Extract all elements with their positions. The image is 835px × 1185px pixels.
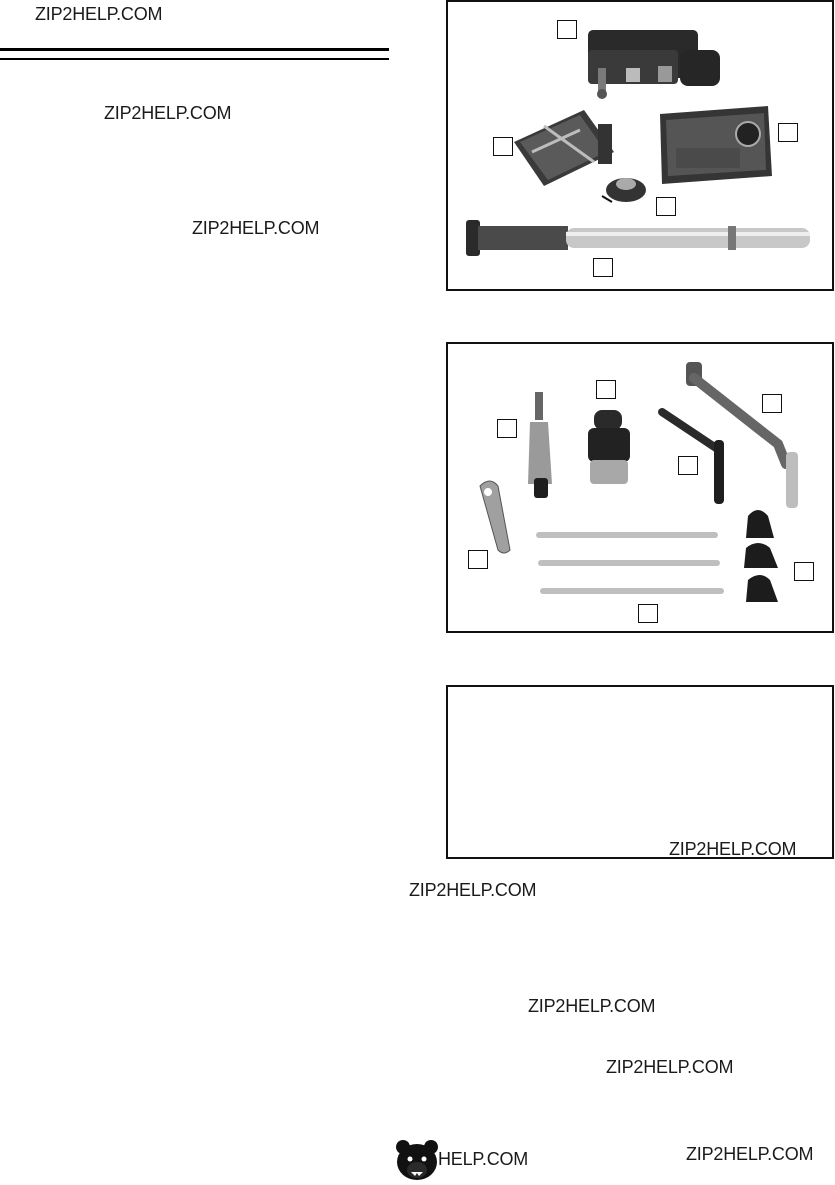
callout-box — [593, 258, 613, 277]
note-box — [446, 685, 834, 859]
drill-base — [660, 106, 772, 184]
handle-rods — [536, 532, 724, 594]
headstock-assembly — [588, 30, 720, 99]
callout-box — [656, 197, 676, 216]
callout-box — [778, 123, 798, 142]
callout-box — [596, 380, 616, 399]
watermark-text: HELP.COM — [438, 1149, 529, 1169]
watermark-text: ZIP2HELP.COM — [528, 996, 656, 1016]
drill-column — [466, 220, 810, 256]
callout-box — [762, 394, 782, 413]
callout-box — [638, 604, 658, 623]
section-rule-bottom — [0, 58, 389, 60]
callout-box — [497, 419, 517, 438]
callout-box — [468, 550, 488, 569]
callout-box — [678, 456, 698, 475]
callout-box — [557, 20, 577, 39]
figure-main-components — [446, 0, 834, 291]
figure-small-components — [446, 342, 834, 633]
drill-chuck — [588, 410, 630, 484]
drill-table — [514, 110, 614, 186]
callout-box — [493, 137, 513, 156]
watermark-text: ZIP2HELP.COM — [669, 839, 797, 859]
drift-key — [480, 481, 510, 553]
table-bracket — [602, 178, 646, 202]
callout-box — [794, 562, 814, 581]
watermark-text: ZIP2HELP.COM — [606, 1057, 734, 1077]
watermark-text: ZIP2HELP.COM — [104, 103, 232, 123]
watermark-text: ZIP2HELP.COM — [686, 1144, 814, 1164]
handle-knobs — [744, 510, 778, 602]
watermark-text: ZIP2HELP.COM — [35, 4, 163, 24]
watermark-text: ZIP2HELP.COM — [192, 218, 320, 238]
bear-head-icon — [393, 1138, 441, 1184]
section-rule-top — [0, 48, 389, 51]
watermark-text: ZIP2HELP.COM — [409, 880, 537, 900]
drill-chuck-arbor — [528, 392, 552, 498]
